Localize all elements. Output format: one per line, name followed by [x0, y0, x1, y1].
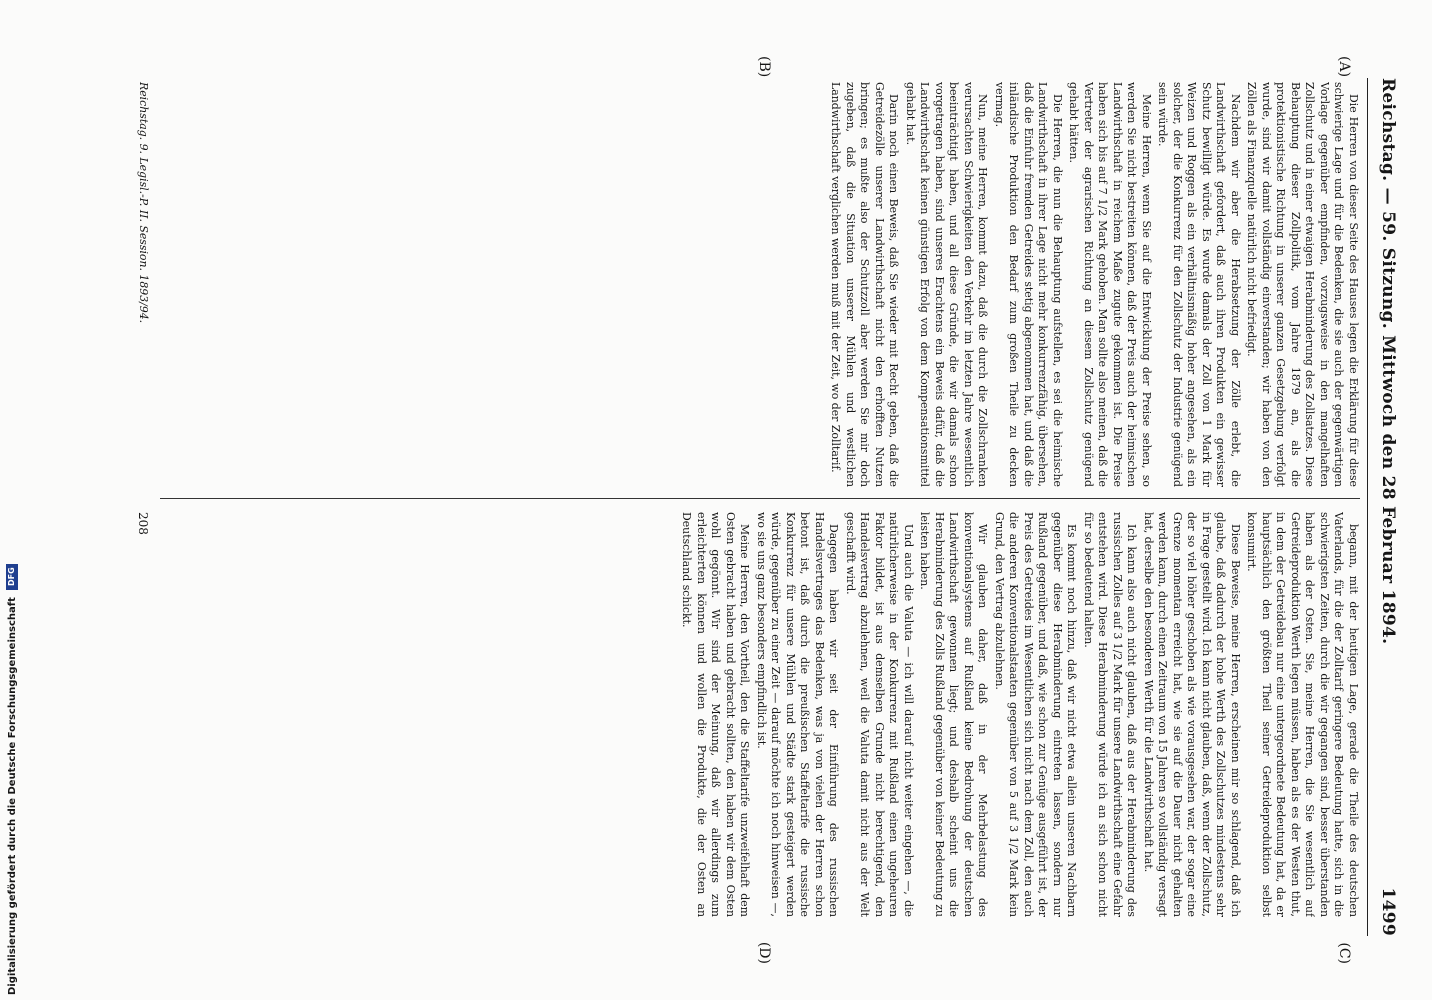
right-text-column — [160, 512, 1360, 917]
paragraph: Und auch die Valuta — ich will darauf nicht weiter eingehen —, die natürlicherweise in der Konkurrenz mit Rußland einen ungeheuren Faktor bildet, ist aus demselben Grunde nicht berechtigend, den Handelsvertrag abzulehnen, weil die Valuta damit nicht aus der Welt geschafft wird. — [844, 512, 915, 917]
header-rule — [1367, 78, 1368, 936]
page-footer: Reichstag. 9. Legisl.-P. II. Session. 1893/94. — [137, 82, 150, 324]
paragraph: Die Herren, die nun die Behauptung aufstellen, es sei die heimische Landwirthschaft in ihrer Lage nicht mehr konkurrenzfähig, übersehen, daß die Einfuhr fremden Getreides stetig abgenommen hat, und daß die inländische Produktion den Bedarf zum großen Theile zu decken vermag. — [993, 82, 1064, 487]
margin-marker-a: (A) — [1336, 56, 1352, 78]
digitization-text: Digitalisierung gefördert durch die Deutsche Forschungsgemeinschaft — [7, 597, 18, 995]
paragraph: Es kommt noch hinzu, daß wir nicht etwa allein unseren Nachbarn gegenüber diese Herabminderung eintreten lassen, sondern nur Rußland gegenüber, und daß, wie schon zur Genüge ausgeführt ist, der Preis des Getreides im Wesentlichen sich nicht nach dem Zoll, den auch die anderen Konventionalstaaten gegenüber von 5 auf 3 1/2 Mark kein Grund, den Vertrag abzulehnen. — [993, 512, 1079, 917]
paragraph: Diese Beweise, meine Herren, erscheinen mir so schlagend, daß ich glaube, daß dadurch der hohe Werth des Zollschutzes mindestens sehr in Frage gestellt wird. Ich kann nicht glauben, daß, wenn der Zollschutz, der so viel höher geschoben als wie vorausgesehen war, der sogar eine Grenze momentan erreicht hat, wie sie auf die Dauer nicht gehalten werden kann, durch einen Zeitraum von 15 Jahren so vollständig versagt hat, derselbe den besonderen Werth für die Landwirthschaft hat. — [1142, 512, 1242, 917]
paragraph: Die Herren von dieser Seite des Hauses legen die Erklärung für diese schwierige Lage und für die Bedenken, die sie auch der gegenwärtigen Vorlage gegenüber empfinden, vorzugsweise in den mangelhaften Zollschutz und in einer etwaigen Herabminderung des Zollsatzes. Diese Behauptung dieser Zollpolitik, vom Jahre 1879 an, als die protektionistische Richtung in unserer ganzen Gesetzgebung verfolgt wurde, sind wir damit vollständig einverstanden; wir haben von den Zöllen als Finanzquelle natürlich nicht befriedigt. — [1245, 82, 1360, 487]
paragraph: Ich kann also auch nicht glauben, daß aus der Herabminderung des russischen Zolles auf 3 1/2 Mark für unsere Landwirthschaft eine Gefahr entstehen wird. Diese Herabminderung würde ich an sich schon nicht für so bedeutend halten. — [1082, 512, 1139, 917]
paragraph: Dagegen haben wir seit der Einführung des russischen Handelsvertrages das Bedenken, was ja von vielen der Herren schon betont ist, daß durch die preußischen Staffeltarife die russische Konkurrenz für unsere Mühlen und Städte stark gesteigert werden würde, gegenüber zu einer Zeit — darauf möchte ich noch hinweisen —, wo sie uns ganz besonders empfindlich ist. — [755, 512, 841, 917]
paragraph: Meine Herren, den Vortheil, den die Staffeltarife unzweifelhaft dem Osten gebracht haben und gebracht sollten, den haben wir dem Osten wohl gegönnt. Wir sind der Meinung, daß wir allerdings zum erleichterten können und wollen die Produkte, die der Osten an Deutschland schickt. — [680, 512, 752, 917]
margin-marker-c: (C) — [1336, 942, 1352, 964]
header-title: Reichstag. — 59. Sitzung. Mittwoch den 28 Februar 1894. — [1378, 78, 1398, 645]
margin-marker-b: (B) — [756, 56, 772, 78]
margin-marker-d: (D) — [756, 941, 772, 964]
footer-page-number: 208 — [136, 512, 150, 535]
page-header — [1368, 78, 1408, 936]
column-divider — [160, 498, 1360, 499]
paragraph: begann, mit der heutigen Lage, gerade die Theile des deutschen Vaterlands, für die der Zolltarif geringere Bedeutung hatte, sich in die schwierigsten Zeiten, durch die wir gegangen sind, besser überstanden haben als der Osten. Sie, meine Herren, die Sie wesentlich auf Getreideproduktion Werth legen müssen, haben als es der Westen thut, in dem der Getreidebau nur eine untergeordnete Bedeutung hat, da er hauptsächlich den größten Theil seiner Getreideproduktion selbst konsumirt. — [1245, 512, 1360, 917]
header-page-number: 1499 — [1378, 887, 1398, 936]
paragraph: Nachdem wir aber die Herabsetzung der Zölle erlebt, die Landwirthschaft gefordert, daß auch ihren Produkten ein gewisser Schutz bewilligt würde. Es wurde damals der Zoll von 1 Mark für Weizen und Roggen als ein verhältnismäßig hoher angesehen, als ein solcher, der die Konkurrenz für den Zollschutz der Industrie genügend sein würde. — [1156, 82, 1242, 487]
left-text-column — [160, 82, 1360, 487]
dfg-logo: DFG — [6, 564, 18, 590]
paragraph: Darin noch einen Beweis, daß Sie wieder mit Recht geben, daß die Getreidezölle unserer Landwirthschaft nicht den erhofften Nutzen bringen; es mußte also der Schutzzoll aber werden Sie mir doch zugeben, daß die Situation unserer Mühlen und westlichen Landwirthschaft verglichen werden muß mit der Zeit, wo der Zolltarif. — [829, 82, 901, 487]
paragraph: Nun, meine Herren, kommt dazu, daß die durch die Zollschranken verursachten Schwierigkeiten den Verkehr im letzten Jahre wesentlich beeinträchtigt haben, und all diese Gründe, die wir damals schon vorgetragen haben, sind unseres Erachtens ein Beweis dafür, daß die Landwirthschaft keinen günstigen Erfolg von dem Kompensationsmittel gehabt hat. — [904, 82, 990, 487]
digitization-note — [6, 564, 18, 995]
paragraph: Wir glauben daher, daß in der Mehrbelastung des konventionalsystems auf Rußland keine Bedrohung der deutschen Landwirthschaft gewonnen liegt; und deshalb scheint uns die Herabminderung des Zolls Rußland gegenüber von keiner Bedeutung zu leisten haben. — [918, 512, 990, 917]
paragraph: Meine Herren, wenn Sie auf die Entwicklung der Preise sehen, so werden Sie nicht bestreiten können, daß der Preis auch der heimischen Landwirthschaft in reichem Maße zugute gekommen ist. Die Preise haben sich bis auf 7 1/2 Mark gehoben. Man sollte also meinen, daß die Vertreter der agrarischen Richtung an diesem Zollschutz genügend gehabt hätten. — [1067, 82, 1153, 487]
